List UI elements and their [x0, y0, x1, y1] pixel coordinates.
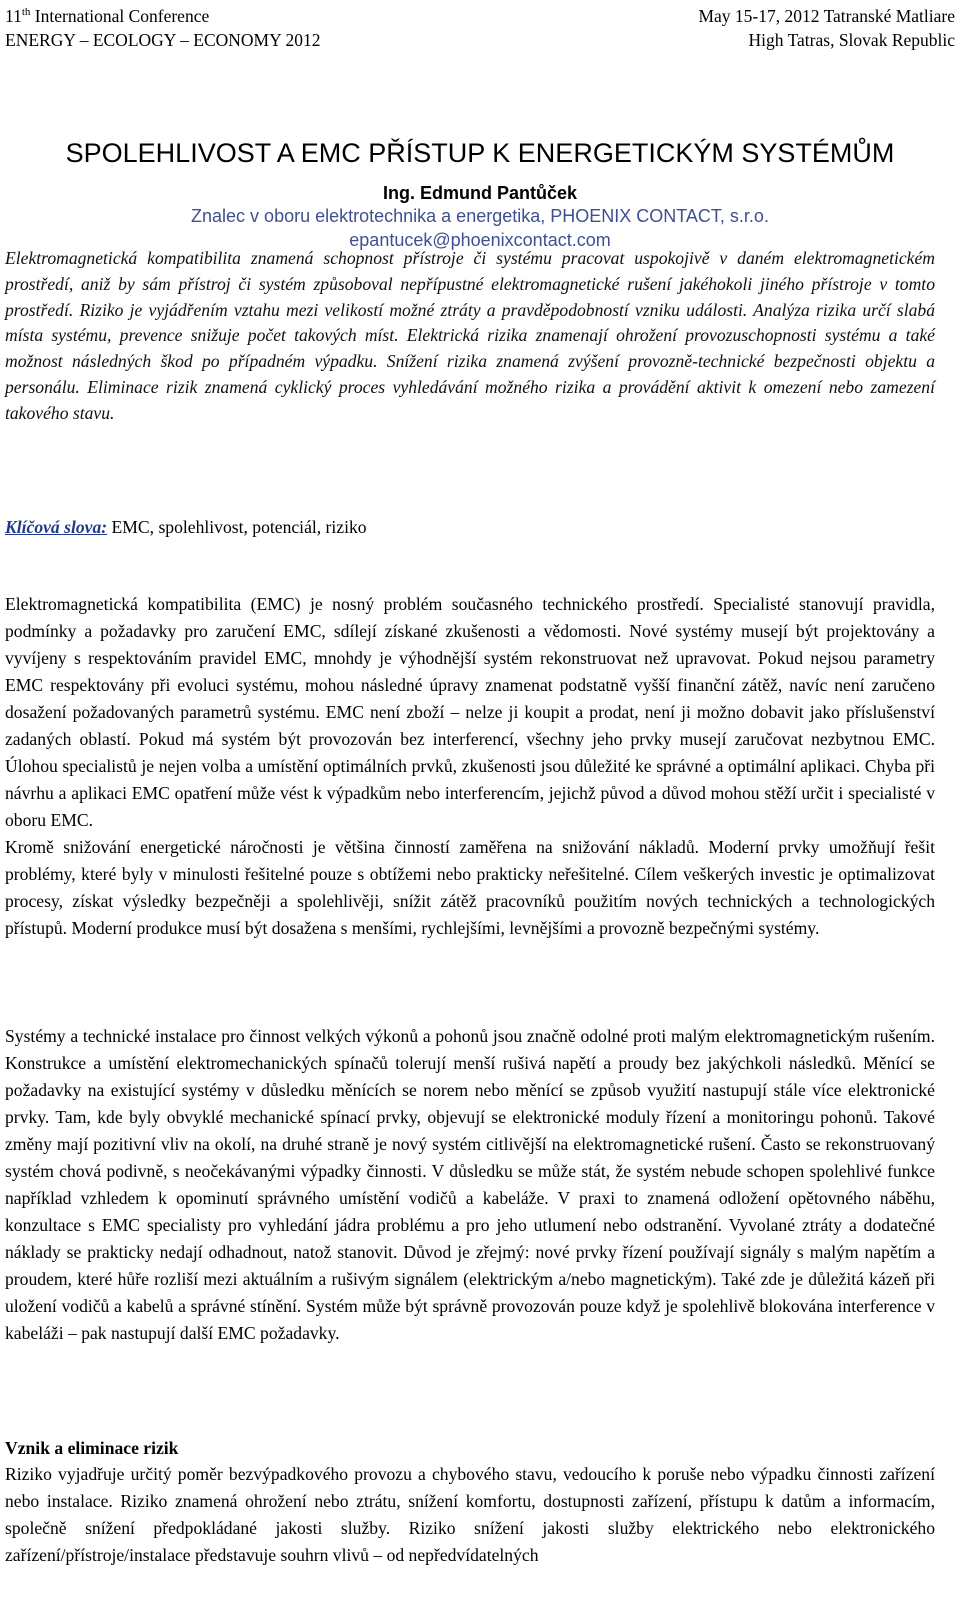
- abstract: Elektromagnetická kompatibilita znamená schopnost přístroje či systému pracovat uspokojivě v daném elektromagnetickém prostředí, aniž by sám přístroj či systém způsoboval nepřípustné elektromagnetické rušení jakéhokoli jiného přístroje v tomto prostředí. Riziko je vyjádřením vztahu mezi velikostí možné ztráty a pravděpodobností vzniku události. Analýza rizika určí slabá místa systému, prevence snižuje počet takových míst. Elektrická rizika znamenají ohrožení provozuschopnosti systému a také možnost následných škod po případném výpadku. Snížení rizika znamená zvýšení provozně-technické bezpečnosti objektu a personálu. Eliminace rizik znamená cyklický proces vyhledávání možného rizika a provádění aktivit k omezení nebo zamezení takového stavu.: [5, 248, 935, 423]
- paragraph: Kromě snižování energetické náročnosti je většina činností zaměřena na snižování nákladů. Moderní prvky umožňují řešit problémy, které byly v minulosti řešitelné pouze s obtížemi nebo prakticky neřešitelné. Cílem veškerých investic je optimalizovat procesy, získat výsledky bezpečněji a spolehlivěji, snížit zátěž pracovníků použitím nových technických a technologických přístupů. Moderní produkce musí být dosažena s menšími, rychlejšími, levnějšími a provozně bezpečnými systémy.: [5, 837, 935, 938]
- author-email[interactable]: epantucek@phoenixcontact.com: [349, 230, 611, 250]
- body-section-intro: [5, 591, 935, 942]
- conference-location: High Tatras, Slovak Republic: [748, 30, 955, 50]
- author-affiliation-block: [0, 204, 960, 252]
- paragraph: Riziko vyjadřuje určitý poměr bezvýpadkového provozu a chybového stavu, vedoucího k poruše nebo výpadku činnosti zařízení nebo instalace. Riziko znamená ohrožení nebo ztrátu, snížení komfortu, dostupnosti zařízení, přístupu k datům a informacím, společně snížení předpokládané jakosti služby. Riziko snížení jakosti služby elektrického nebo elektronického zařízení/přístroje/instalace představuje souhrn vlivů – od nepředvídatelných: [5, 1464, 935, 1565]
- conference-date: May 15-17, 2012 Tatranské Matliare: [698, 6, 955, 26]
- keywords-text: EMC, spolehlivost, potenciál, riziko: [107, 517, 367, 537]
- running-header: [5, 4, 955, 52]
- body-section-systems: [5, 1023, 935, 1347]
- paragraph: Systémy a technické instalace pro činnost velkých výkonů a pohonů jsou značně odolné proti malým elektromagnetickým rušením. Konstrukce a umístění elektromechanických spínačů tolerují menší rušivá napětí a proudy bez jakýchkoli následků. Měnící se požadavky na existující systémy v důsledku měnících se norem nebo měnící se způsob využití nastupují stále více elektronické prvky. Tam, kde byly obvyklé mechanické spínací prvky, objevují se elektronické moduly řízení a monitoringu pohonů. Takové změny mají pozitivní vliv na okolí, na druhé straně je nový systém citlivější na elektromagnetické rušení. Často se rekonstruovaný systém chová podivně, s neočekávanými výpadky činnosti. V důsledku se může stát, že systém nebude schopen spolehlivé funkce například vzhledem k opominutí správného umístění vodičů a kabeláže. V praxi to znamená odložení opětovného náběhu, konzultace s EMC specialisty pro vyhledání jádra problému a pro jeho utlumení nebo odstranění. Vyvolané ztráty a dodatečné náklady se prakticky nedají odhadnout, natož stanovit. Důvod je zřejmý: nové prvky řízení používají signály s malým napětím a proudem, které hůře rozliší mezi aktuálním a rušivým signálem (elektrickým a/nebo magnetickým). Také zde je důležitá kázeň při uložení vodičů a kabelů a správné stínění. Systém může být správně provozován pouze když je spolehlivě blokována interference v kabeláži – pak nastupují další EMC požadavky.: [5, 1026, 935, 1343]
- keywords: [5, 514, 935, 540]
- conference-series: ENERGY – ECOLOGY – ECONOMY 2012: [5, 30, 321, 50]
- section-heading: Vznik a eliminace rizik: [5, 1438, 179, 1458]
- keywords-label: Klíčová slova:: [5, 517, 108, 537]
- author-affiliation: Znalec v oboru elektrotechnika a energetika, PHOENIX CONTACT, s.r.o.: [191, 206, 769, 226]
- author-name: Ing. Edmund Pantůček: [382, 183, 578, 203]
- paper-title: SPOLEHLIVOST A EMC PŘÍSTUP K ENERGETICKÝM SYSTÉMŮM: [65, 138, 895, 168]
- paragraph: Elektromagnetická kompatibilita (EMC) je nosný problém současného technického prostředí. Specialisté stanovují pravidla, podmínky a požadavky pro zaručení EMC, sdílejí získané zkušenosti a vědomosti. Nové systémy musejí být projektovány a vyvíjeny s respektováním pravidel EMC, mnohdy je výhodnější systém rekonstruovat než upravovat. Pokud nejsou parametry EMC respektovány při evoluci systému, mohou následné úpravy znamenat podstatně vyšší finanční zátěž, navíc není zaručeno dosažení požadovaných parametrů systému. EMC není zboží – nelze ji koupit a prodat, není ji možno dobavit jako příslušenství zadaných oblastí. Pokud má systém být provozován bez interferencí, všechny jeho prvky musejí zaručovat nezbytnou EMC. Úlohou specialistů je nejen volba a umístění optimálních prvků, zkušenosti jsou důležité ke správné a optimální aplikaci. Chyba při návrhu a aplikaci EMC opatření může vést k výpadkům nebo interferencím, jejichž původ a důvod mohou stěží určit i specialisté v oboru EMC.: [5, 594, 935, 830]
- conference-name: 11th International Conference: [5, 6, 210, 26]
- body-section-risks: [5, 1461, 935, 1569]
